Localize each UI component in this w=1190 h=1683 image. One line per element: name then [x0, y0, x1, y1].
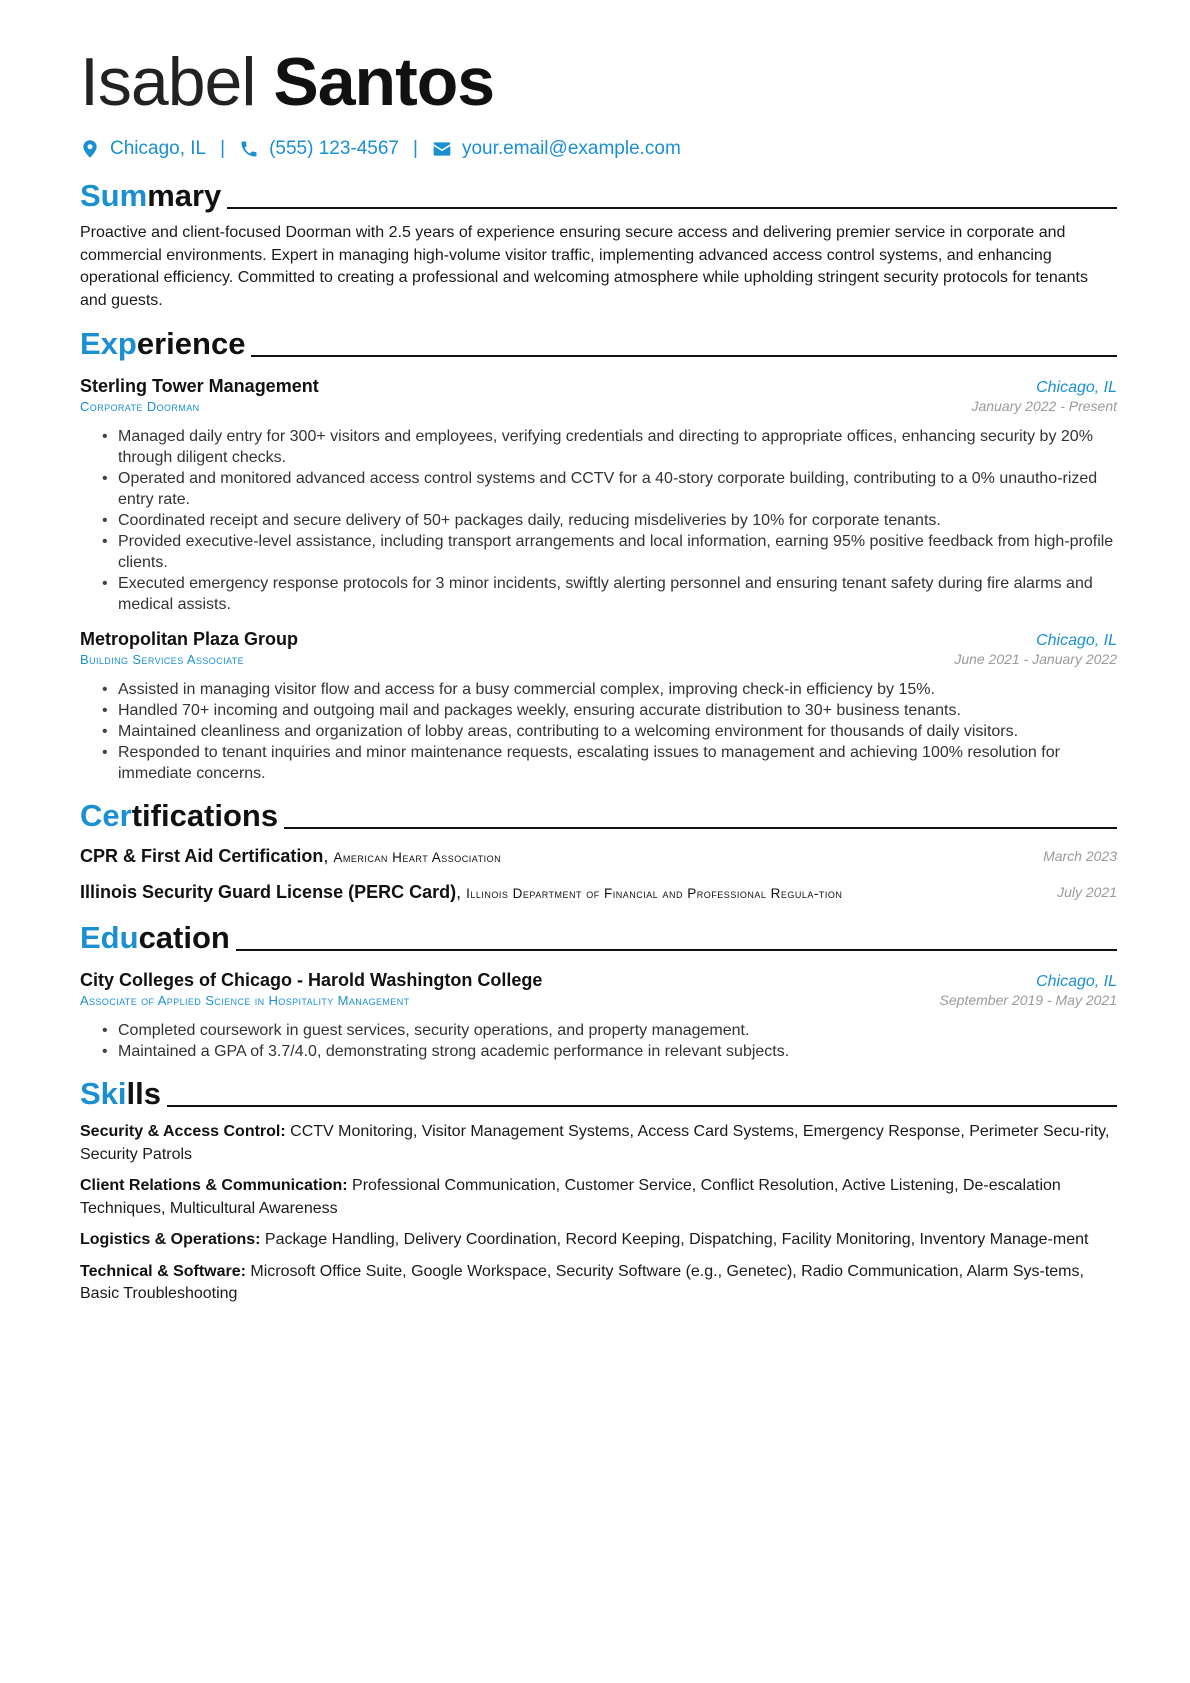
education-dates: September 2019 - May 2021: [939, 992, 1117, 1008]
employer-name: Metropolitan Plaza Group: [80, 629, 299, 649]
resume-page: [80, 0, 1117, 1306]
phone-text: (555) 123-4567: [269, 138, 399, 159]
degree-name: Associate of Applied Science in Hospitality Management: [80, 993, 410, 1008]
section-rule: [236, 949, 1117, 951]
list-item: • Operated and monitored advanced access control systems and CCTV for a 40-story corporate building, contributing to a 0% unautho-rized entry rate.: [118, 468, 1117, 510]
education-entry: [80, 970, 1117, 1062]
contact-separator: |: [413, 138, 418, 159]
certifications-section-heading: [80, 794, 1117, 834]
contact-separator: |: [220, 138, 226, 159]
job-location: Chicago, IL: [1036, 379, 1117, 396]
skill-items: CCTV Monitoring, Visitor Management Systems, Access Card Systems, Emergency Response, Perimeter Secu-rity, Security Patrols: [80, 1123, 1110, 1163]
certification-issuer: Illinois Department of Financial and Professional Regula-tion: [466, 886, 843, 901]
section-rule: [167, 1105, 1117, 1107]
skill-group: [80, 1121, 1117, 1166]
summary-text: Proactive and client-focused Doorman with 2.5 years of experience ensuring secure access and delivering premier service in corporate and commercial environments. Expert in managing high-volume visitor traffic, implementing advanced access control systems, and enhancing operational efficiency. Committed to creating a professional and welcoming atmosphere while upholding stringent security protocols for tenants and guests.: [80, 224, 1088, 309]
certification-date: July 2021: [1057, 884, 1117, 900]
skill-category: Security & Access Control:: [80, 1123, 286, 1140]
job-bullets: [80, 426, 1117, 615]
certification-date: March 2023: [1043, 848, 1117, 864]
map-pin-icon: [80, 139, 100, 159]
list-item: • Managed daily entry for 300+ visitors and employees, verifying credentials and directing to appropriate offices, enhancing security by 20% through diligent checks.: [118, 426, 1117, 468]
experience-entry: [80, 629, 1117, 784]
employer-name: Sterling Tower Management: [80, 376, 319, 396]
contact-line: [80, 134, 1117, 164]
section-title-accent: Cer: [80, 798, 132, 833]
section-title: [80, 178, 221, 214]
list-item: • Provided executive-level assistance, including transport arrangements and local information, earning 95% positive feedback from high-profile clients.: [118, 531, 1117, 573]
summary-section-heading: [80, 174, 1117, 214]
certification-issuer: American Heart Association: [333, 850, 502, 865]
section-title: [80, 798, 278, 834]
experience-entry: [80, 376, 1117, 615]
section-title-accent: Ski: [80, 1076, 127, 1111]
contact-location: [80, 138, 206, 160]
list-item: • Assisted in managing visitor flow and access for a busy commercial complex, improving check-in efficiency by 15%.: [118, 679, 1117, 700]
education-section-heading: [80, 916, 1117, 956]
section-title-accent: Edu: [80, 920, 139, 955]
skill-category: Technical & Software:: [80, 1262, 246, 1280]
contact-phone[interactable]: [239, 138, 399, 160]
list-item: • Completed coursework in guest services, security operations, and property management.: [118, 1020, 1117, 1041]
experience-section-heading: [80, 322, 1117, 362]
skill-items: Microsoft Office Suite, Google Workspace, Security Software (e.g., Genetec), Radio Communication, Alarm Sys-tems, Basic Troubleshooting: [80, 1262, 1084, 1302]
list-item: • Executed emergency response protocols for 3 minor incidents, swiftly alerting personnel and ensuring tenant safety during fire alarms and medical assists.: [118, 573, 1117, 615]
skill-group: [80, 1261, 1117, 1306]
section-rule: [227, 207, 1117, 209]
job-location: Chicago, IL: [1036, 632, 1117, 649]
school-location: Chicago, IL: [1036, 973, 1117, 990]
skill-group: [80, 1229, 1117, 1252]
skills-section-heading: [80, 1072, 1117, 1112]
last-name: Santos: [273, 44, 495, 120]
section-title-rest: erience: [136, 326, 246, 361]
job-title: Building Services Associate: [80, 652, 245, 667]
job-dates: January 2022 - Present: [971, 398, 1117, 414]
first-name: Isabel: [80, 44, 256, 120]
phone-icon: [239, 139, 259, 159]
section-title-rest: cation: [138, 920, 230, 955]
section-title-rest: tifications: [131, 798, 279, 833]
certification-entry: Illinois Security Guard License (PERC Card), Illinois Department of Financial and Professional Regula-tion July 2021: [80, 880, 1117, 906]
certification-entry: CPR & First Aid Certification, American Heart Association March 2023: [80, 844, 1117, 870]
section-title: [80, 1076, 161, 1112]
skill-items: Professional Communication, Customer Service, Conflict Resolution, Active Listening, De-escalation Techniques, Multicultural Awareness: [80, 1177, 1061, 1217]
job-bullets: [80, 679, 1117, 784]
list-item: • Maintained a GPA of 3.7/4.0, demonstrating strong academic performance in relevant subjects.: [118, 1041, 1117, 1062]
section-rule: [251, 355, 1117, 357]
section-title: [80, 920, 230, 956]
education-bullets: [80, 1020, 1117, 1062]
job-dates: June 2021 - January 2022: [954, 651, 1117, 667]
section-title: [80, 326, 245, 362]
contact-email[interactable]: [432, 138, 681, 160]
list-item: • Maintained cleanliness and organization of lobby areas, contributing to a welcoming environment for thousands of daily visitors.: [118, 721, 1117, 742]
location-text: Chicago, IL: [110, 138, 207, 159]
section-title-rest: mary: [147, 178, 222, 213]
school-name: City Colleges of Chicago - Harold Washington College: [80, 970, 543, 990]
skill-category: Logistics & Operations:: [80, 1231, 261, 1248]
section-rule: [284, 827, 1117, 829]
certification-name: Illinois Security Guard License (PERC Card): [80, 882, 457, 902]
job-title: Corporate Doorman: [80, 399, 200, 414]
name-heading: [80, 42, 1117, 122]
section-title-rest: lls: [126, 1076, 161, 1111]
envelope-icon: [432, 139, 452, 159]
list-item: • Coordinated receipt and secure delivery of 50+ packages daily, reducing misdeliveries by 10% for corporate tenants.: [118, 510, 1117, 531]
list-item: • Responded to tenant inquiries and minor maintenance requests, escalating issues to management and achieving 100% resolution for immediate concerns.: [118, 742, 1117, 784]
skill-group: [80, 1175, 1117, 1220]
skill-items: Package Handling, Delivery Coordination, Record Keeping, Dispatching, Facility Monitoring, Inventory Manage-ment: [264, 1231, 1089, 1248]
section-title-accent: Exp: [80, 326, 137, 361]
list-item: • Handled 70+ incoming and outgoing mail and packages weekly, ensuring accurate distribution to 30+ business tenants.: [118, 700, 1117, 721]
skill-category: Client Relations & Communication:: [80, 1177, 348, 1194]
section-title-accent: Sum: [80, 178, 148, 213]
certification-name: CPR & First Aid Certification: [80, 846, 324, 866]
email-link: your.email@example.com: [461, 138, 681, 159]
